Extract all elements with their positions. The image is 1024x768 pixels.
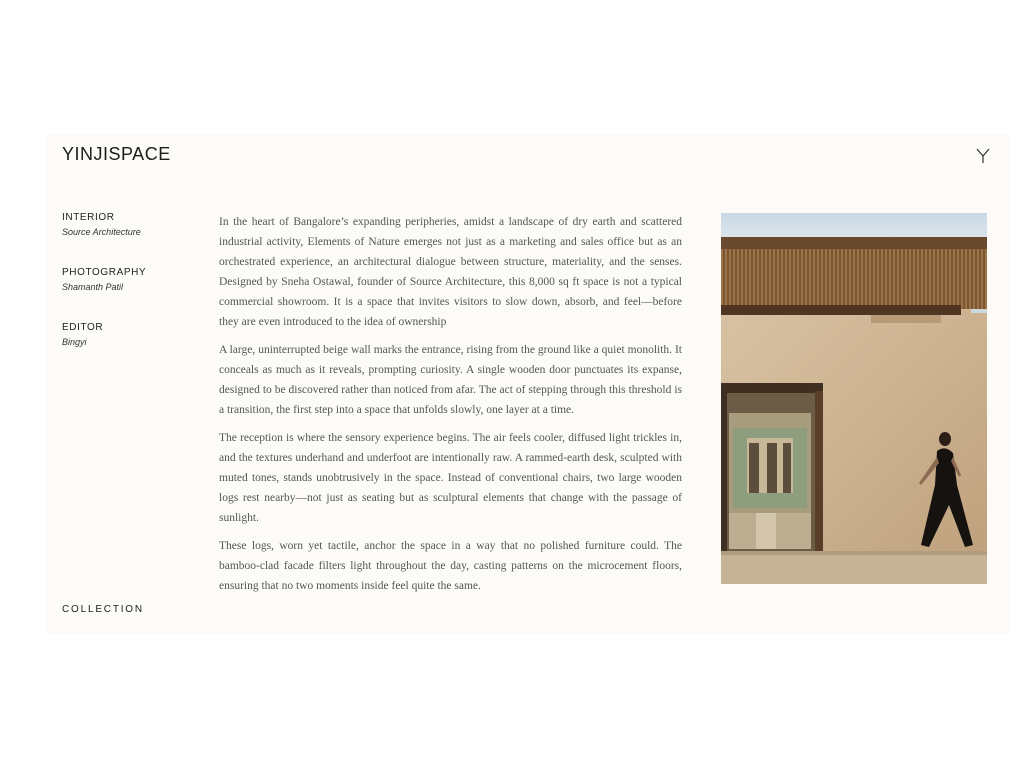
credit-interior <box>62 212 202 237</box>
credit-value: Shamanth Patil <box>62 282 124 292</box>
site-logo[interactable]: YINJISPACE <box>62 144 171 164</box>
article-body <box>219 212 682 604</box>
credit-label: INTERIOR <box>62 212 115 223</box>
y-logo-icon[interactable] <box>976 148 990 164</box>
credit-label: EDITOR <box>62 322 104 333</box>
credit-editor <box>62 322 202 347</box>
hero-photo <box>721 213 987 584</box>
credit-label: PHOTOGRAPHY <box>62 267 147 278</box>
credit-value: Bingyi <box>62 337 87 347</box>
article-paragraph: The reception is where the sensory experience begins. The air feels cooler, diffused light trickles in, and the textures underhand and underfoot are intentionally raw. A rammed-earth desk, sculpted with muted tones, stands unobtrusively in the space. Instead of conventional chairs, two large wooden logs rest nearby—not just as seating but as sculptural elements that change with the passage of sunlight. <box>219 432 682 524</box>
credits-sidebar <box>62 212 202 377</box>
credit-value: Source Architecture <box>62 227 141 237</box>
article-paragraph: A large, uninterrupted beige wall marks the entrance, rising from the ground like a quiet monolith. It conceals as much as it reveals, prompting curiosity. A single wooden door punctuates its expanse, designed to be discovered rather than noticed from afar. The act of stepping through this threshold is a transition, the first step into a space that unfolds slowly, one layer at a time. <box>219 344 682 416</box>
credit-photography <box>62 267 202 292</box>
article-card <box>46 134 1010 634</box>
building-entrance-photo <box>721 213 987 584</box>
article-paragraph: These logs, worn yet tactile, anchor the space in a way that no polished furniture could. The bamboo-clad facade filters light throughout the day, casting patterns on the microcement floors, ensuring that no two moments inside feel quite the same. <box>219 540 682 592</box>
article-paragraph: In the heart of Bangalore’s expanding peripheries, amidst a landscape of dry earth and scattered industrial activity, Elements of Nature emerges not just as a marketing and sales office but as an orchestrated experience, an architectural dialogue between structure, materiality, and the senses. Designed by Sneha Ostawal, founder of Source Architecture, this 8,000 sq ft space is not a typical commercial showroom. It is a space that invites visitors to slow down, absorb, and feel—before they are even introduced to the idea of ownership <box>219 216 682 328</box>
collection-link[interactable]: COLLECTION <box>62 604 144 615</box>
